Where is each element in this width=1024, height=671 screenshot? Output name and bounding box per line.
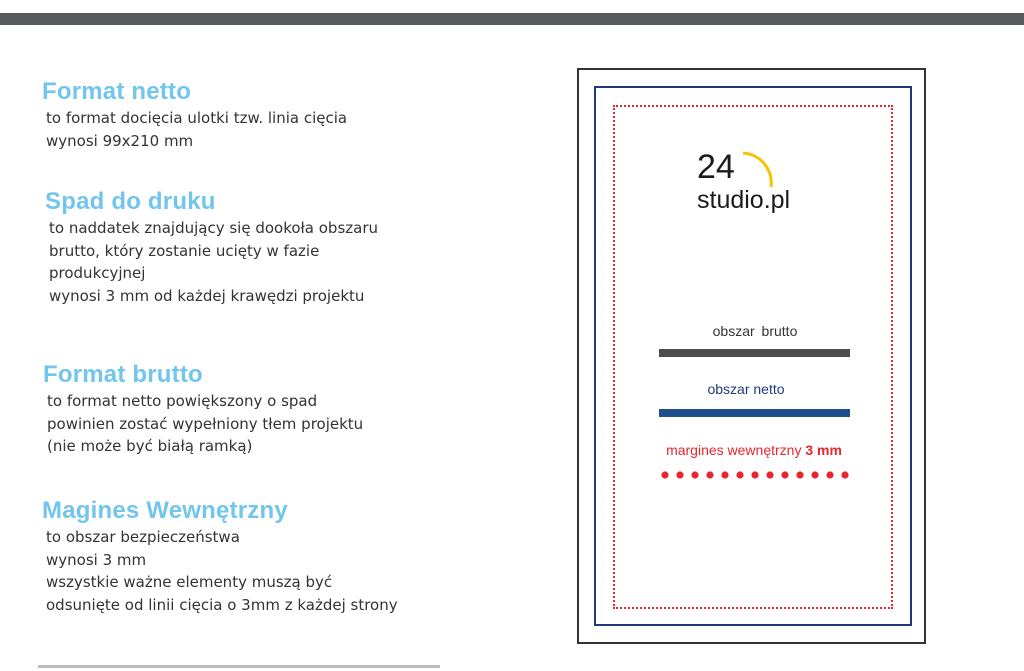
divider	[38, 665, 440, 668]
section-line: to format netto powiększony o spad	[47, 392, 318, 410]
section-line: produkcyjnej	[49, 264, 146, 282]
logo-number: 24	[697, 148, 735, 186]
netto-label: obszar netto	[707, 381, 785, 397]
brutto-label: obszar brutto	[712, 323, 798, 339]
section-line: powinien zostać wypełniony tłem projektu	[47, 414, 364, 433]
margin-dotted-swatch	[660, 470, 852, 480]
section-title: Spad do druku	[45, 188, 216, 215]
top-bar	[0, 13, 1024, 25]
margin-label-text: margines wewnętrzny	[666, 442, 802, 458]
section-line: wynosi 3 mm od każdej krawędzi projektu	[49, 286, 365, 305]
brutto-swatch	[659, 349, 850, 357]
margin-label-value: 3 mm	[805, 442, 842, 458]
netto-swatch	[659, 409, 850, 417]
logo-text: studio.pl	[697, 186, 791, 214]
section-format-brutto	[43, 360, 363, 458]
section-line: to naddatek znajdujący się dookoła obszaru	[49, 219, 379, 237]
section-line: wszystkie ważne elementy muszą być	[46, 573, 333, 591]
section-line: brutto, który zostanie ucięty w fazie	[49, 241, 320, 260]
section-line: odsunięte od linii cięcia o 3mm z każdej strony	[46, 595, 398, 614]
studio-logo	[697, 147, 817, 227]
section-line: (nie może być białą ramką)	[47, 437, 253, 455]
section-margines-wewnetrzny	[42, 496, 398, 616]
section-line: wynosi 99x210 mm	[46, 131, 194, 150]
section-title: Magines Wewnętrzny	[42, 497, 288, 524]
section-title: Format brutto	[43, 361, 203, 388]
section-line: to obszar bezpieczeństwa	[46, 528, 240, 546]
section-title: Format netto	[42, 78, 192, 105]
section-line: to format docięcia ulotki tzw. linia cięcia	[46, 109, 348, 127]
section-spad-do-druku	[45, 187, 378, 307]
section-format-netto	[42, 77, 347, 152]
section-line: wynosi 3 mm	[46, 550, 147, 569]
margin-label	[648, 442, 860, 458]
